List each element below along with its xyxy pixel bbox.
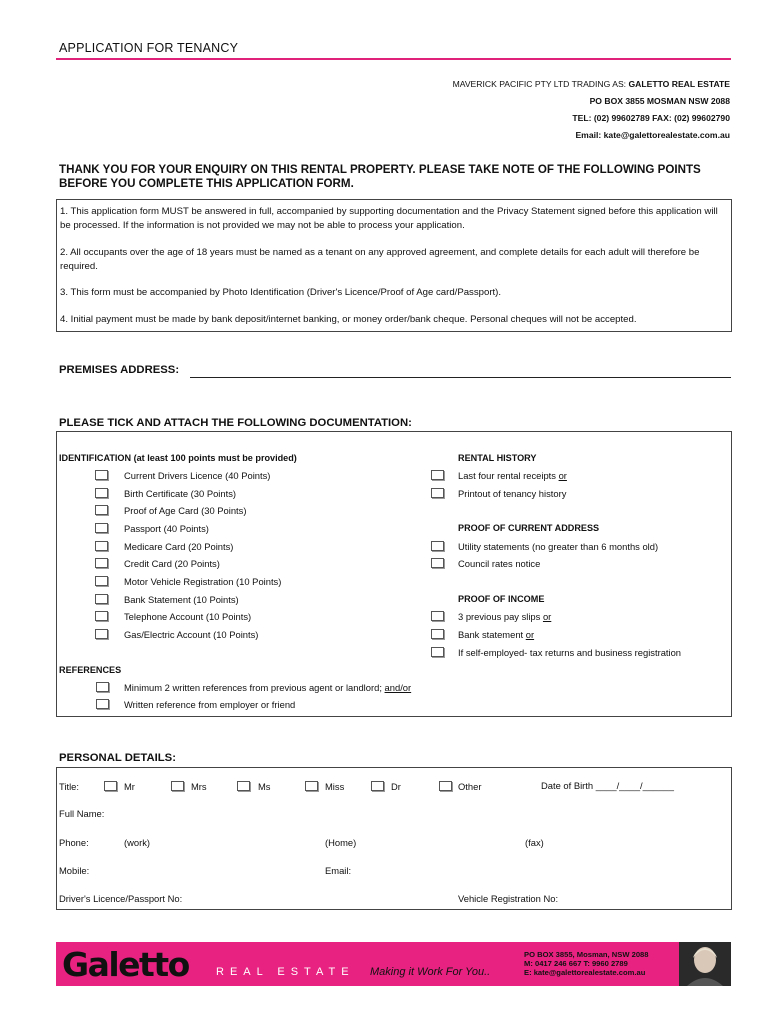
checkbox-title-mr[interactable]	[104, 781, 117, 791]
notice-point-4: 4. Initial payment must be made by bank deposit/internet banking, or money order/bank cheque. Personal cheques will not be accepted.	[60, 313, 637, 325]
slogan: Making it Work For You..	[370, 966, 491, 978]
licence-label: Driver's Licence/Passport No:	[59, 893, 183, 904]
checkbox-agent-references[interactable]	[96, 682, 109, 692]
footer-banner	[56, 942, 731, 986]
item-utility: Utility statements (no greater than 6 months old)	[458, 541, 659, 552]
item-employer-reference: Written reference from employer or friend	[124, 699, 296, 710]
vehicle-registration-label: Vehicle Registration No:	[458, 893, 559, 904]
phone-home-label: (Home)	[325, 837, 357, 848]
proof-address-heading: PROOF OF CURRENT ADDRESS	[458, 523, 600, 533]
company-po-box: PO BOX 3855 MOSMAN NSW 2088	[589, 96, 730, 106]
company-tel-fax: TEL: (02) 99602789 FAX: (02) 99602790	[572, 113, 730, 123]
company-line: MAVERICK PACIFIC PTY LTD TRADING AS:	[452, 79, 627, 89]
footer-address: PO BOX 3855, Mosman, NSW 2088	[524, 950, 649, 959]
checkbox-bank-statement-income[interactable]	[431, 629, 444, 639]
mobile-label: Mobile:	[59, 865, 90, 876]
checkbox-employer-reference[interactable]	[96, 699, 109, 709]
item-proof-of-age: Proof of Age Card (30 Points)	[124, 505, 247, 516]
item-vehicle-registration: Motor Vehicle Registration (10 Points)	[124, 576, 282, 587]
checkbox-bank-statement-id[interactable]	[95, 594, 108, 604]
title-miss: Miss	[325, 781, 345, 792]
checkbox-tenancy-history[interactable]	[431, 488, 444, 498]
form-title: APPLICATION FOR TENANCY	[59, 41, 239, 55]
date-of-birth-field[interactable]: Date of Birth ____/____/______	[541, 780, 674, 791]
checkbox-self-employed[interactable]	[431, 647, 444, 657]
item-payslips: 3 previous pay slips or	[458, 611, 552, 622]
notice-heading: THANK YOU FOR YOUR ENQUIRY ON THIS RENTAL PROPERTY. PLEASE TAKE NOTE OF THE FOLLOWING POINTS BEFORE YOU COMPLETE THIS APPLICATION FORM.	[59, 163, 701, 190]
checkbox-medicare[interactable]	[95, 541, 108, 551]
checkbox-drivers-licence[interactable]	[95, 470, 108, 480]
checkbox-gas-electric[interactable]	[95, 629, 108, 639]
checkbox-title-miss[interactable]	[305, 781, 318, 791]
checkbox-title-mrs[interactable]	[171, 781, 184, 791]
notice-box	[56, 199, 732, 332]
item-credit-card: Credit Card (20 Points)	[124, 558, 220, 569]
item-drivers-licence: Current Drivers Licence (40 Points)	[124, 470, 271, 481]
item-passport: Passport (40 Points)	[124, 523, 209, 534]
checkbox-utility[interactable]	[431, 541, 444, 551]
title-dr: Dr	[391, 781, 401, 792]
documentation-heading: PLEASE TICK AND ATTACH THE FOLLOWING DOCUMENTATION:	[59, 417, 412, 429]
item-telephone-account: Telephone Account (10 Points)	[124, 611, 252, 622]
item-council: Council rates notice	[458, 558, 541, 569]
checkbox-title-ms[interactable]	[237, 781, 250, 791]
title-other: Other	[458, 781, 482, 792]
email-label: Email:	[325, 865, 352, 876]
phone-work-label: (work)	[124, 837, 151, 848]
item-bank-statement-income: Bank statement or	[458, 629, 535, 640]
title-mrs: Mrs	[191, 781, 207, 792]
item-birth-certificate: Birth Certificate (30 Points)	[124, 488, 237, 499]
fax-label: (fax)	[525, 837, 544, 848]
company-name: GALETTO REAL ESTATE	[628, 79, 730, 89]
footer-phones: M: 0417 246 667 T: 9960 2789	[524, 959, 628, 968]
identification-heading: IDENTIFICATION (at least 100 points must be provided)	[59, 453, 297, 463]
footer-email: E: kate@galettorealestate.com.au	[524, 968, 646, 977]
agent-photo	[679, 942, 731, 986]
phone-label: Phone:	[59, 837, 89, 848]
company-details	[453, 76, 730, 144]
references-heading: REFERENCES	[59, 665, 122, 675]
checkbox-credit-card[interactable]	[95, 558, 108, 568]
item-tenancy-history: Printout of tenancy history	[458, 488, 567, 499]
notice-point-3: 3. This form must be accompanied by Photo Identification (Driver's Licence/Proof of Age card/Passport).	[60, 287, 502, 298]
item-gas-electric: Gas/Electric Account (10 Points)	[124, 629, 259, 640]
footer-contact	[524, 950, 649, 977]
item-self-employed: If self-employed- tax returns and business registration	[458, 647, 682, 658]
rental-history-heading: RENTAL HISTORY	[458, 453, 537, 463]
notice-point-1: 1. This application form MUST be answered in full, accompanied by supporting documentation and the Privacy Statement signed before this application will be processed. If the information is not provided we may not be able to process your application.	[60, 206, 718, 231]
checkbox-council[interactable]	[431, 558, 444, 568]
checkbox-birth-certificate[interactable]	[95, 488, 108, 498]
checkbox-vehicle-registration[interactable]	[95, 576, 108, 586]
checkbox-rental-receipts[interactable]	[431, 470, 444, 480]
premises-address-field[interactable]	[190, 377, 731, 378]
title-divider	[56, 58, 731, 60]
checkbox-title-dr[interactable]	[371, 781, 384, 791]
title-label: Title:	[59, 781, 79, 792]
item-rental-receipts: Last four rental receipts or	[458, 470, 567, 481]
checkbox-proof-of-age[interactable]	[95, 505, 108, 515]
checkbox-payslips[interactable]	[431, 611, 444, 621]
checkbox-title-other[interactable]	[439, 781, 452, 791]
premises-label: PREMISES ADDRESS:	[59, 364, 180, 376]
notice-point-2: 2. All occupants over the age of 18 years must be named as a tenant on any approved agreement, and complete details for each adult will therefore be required.	[60, 246, 700, 272]
title-mr: Mr	[124, 781, 135, 792]
personal-heading: PERSONAL DETAILS:	[59, 752, 176, 764]
title-ms: Ms	[258, 781, 271, 792]
checkbox-telephone-account[interactable]	[95, 611, 108, 621]
real-estate-text: REAL ESTATE	[216, 966, 355, 978]
item-medicare: Medicare Card (20 Points)	[124, 541, 234, 552]
full-name-label: Full Name:	[59, 808, 105, 819]
company-email: Email: kate@galettorealestate.com.au	[575, 130, 730, 140]
item-agent-references: Minimum 2 written references from previous agent or landlord; and/or	[124, 682, 412, 693]
galetto-logo: Galetto	[62, 945, 189, 984]
proof-income-heading: PROOF OF INCOME	[458, 594, 545, 604]
item-bank-statement-id: Bank Statement (10 Points)	[124, 594, 239, 605]
checkbox-passport[interactable]	[95, 523, 108, 533]
